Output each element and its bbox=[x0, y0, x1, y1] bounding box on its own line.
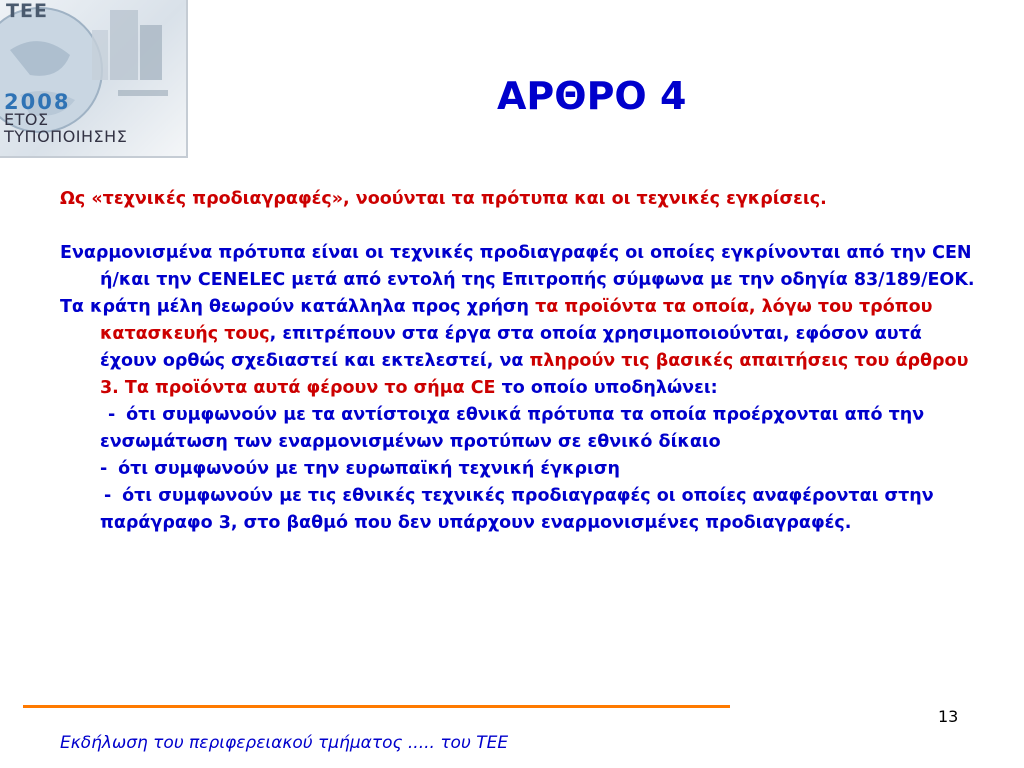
dash-item bbox=[60, 483, 980, 537]
dash-marker: - bbox=[104, 486, 112, 506]
intro-paragraph: Ως «τεχνικές προδιαγραφές», νοούνται τα πρότυπα και οι τεχνικές εγκρίσεις. bbox=[60, 189, 827, 209]
logo-line-1: ΕΤΟΣ bbox=[4, 110, 49, 129]
member-states-paragraph bbox=[60, 294, 980, 402]
dash-item bbox=[60, 402, 980, 456]
footer-divider bbox=[23, 705, 730, 708]
page-number: 13 bbox=[938, 707, 959, 726]
dash-item-text: ότι συμφωνούν με την ευρωπαϊκή τεχνική έγκριση bbox=[112, 459, 620, 479]
slide-body bbox=[60, 186, 980, 537]
dash-marker: - bbox=[100, 459, 108, 479]
slide-title: ΑΡΘΡΟ 4 bbox=[497, 74, 687, 118]
dash-item-text: ότι συμφωνούν με τα αντίστοιχα εθνικά πρότυπα τα οποία προέρχονται από την ενσωμάτωση των εναρμονισμένων προτύπων σε εθνικό δίκαιο bbox=[100, 405, 925, 452]
logo-year: 2008 bbox=[4, 90, 71, 114]
dash-item bbox=[60, 456, 980, 483]
para2-emphasis-2: πληρούν τις βασικές απαιτήσεις του άρθρου 3. Τα προϊόντα αυτά φέρουν το σήμα CE bbox=[100, 351, 969, 398]
para2-text-2: , επιτρέπουν στα έργα στα οποία χρησιμοποιούνται, εφόσον αυτά έχουν ορθώς σχεδιαστεί και εκτελεστεί, να bbox=[100, 324, 922, 371]
harmonised-standards-paragraph: Εναρμονισμένα πρότυπα είναι οι τεχνικές προδιαγραφές οι οποίες εγκρίνονται από την CEN ή/και την CENELEC μετά από εντολή της Επιτροπής σύμφωνα με την οδηγία 83/189/ΕΟΚ. bbox=[60, 243, 975, 290]
para2-emphasis-1: τα προϊόντα τα οποία, λόγω του τρόπου κατασκευής τους bbox=[100, 297, 933, 344]
tee-2008-logo bbox=[0, 0, 188, 158]
footer-text: Εκδήλωση του περιφερειακού τμήματος ..... του ΤΕΕ bbox=[60, 733, 509, 753]
para2-text-1: Τα κράτη μέλη θεωρούν κατάλληλα προς χρήση bbox=[60, 297, 536, 317]
dash-item-text: ότι συμφωνούν με τις εθνικές τεχνικές προδιαγραφές οι οποίες αναφέρονται στην παράγραφο 3, στο βαθμό που δεν υπάρχουν εναρμονισμένες προδιαγραφές. bbox=[100, 486, 934, 533]
logo-tee-text: ΤΕΕ bbox=[6, 0, 48, 22]
para2-text-3: το οποίο υποδηλώνει: bbox=[495, 378, 718, 398]
logo-line-2: ΤΥΠΟΠΟΙΗΣΗΣ bbox=[4, 127, 128, 146]
dash-marker: - bbox=[108, 405, 116, 425]
